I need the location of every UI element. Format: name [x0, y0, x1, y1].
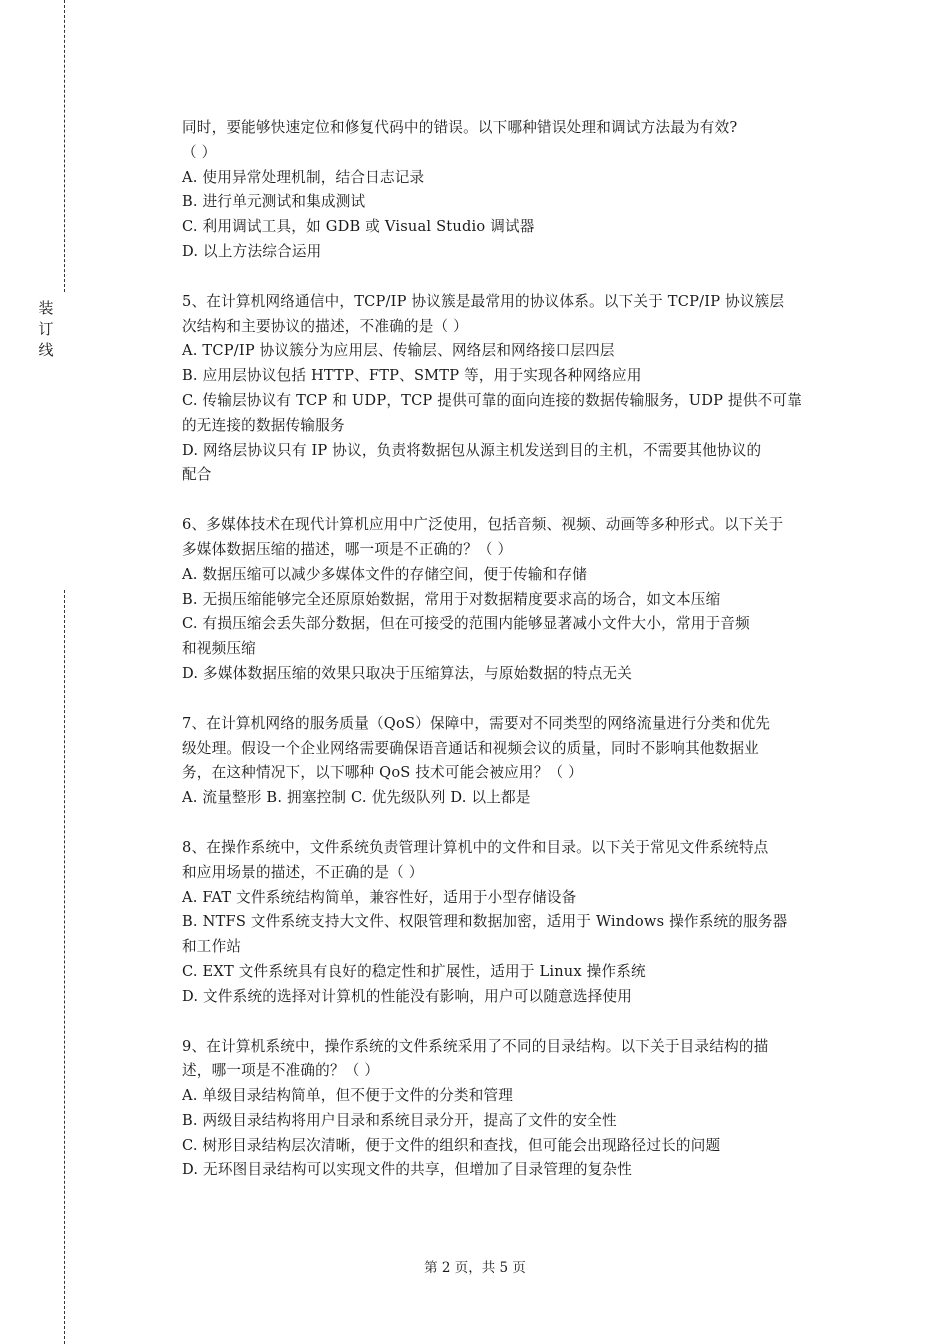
- binding-char: 线: [38, 341, 54, 359]
- question-line: 6、多媒体技术在现代计算机应用中广泛使用，包括音频、视频、动画等多种形式。以下关于: [182, 516, 784, 534]
- question-line: 5、在计算机网络通信中，TCP/IP 协议簇是最常用的协议体系。以下关于 TCP/IP 协议簇层: [182, 292, 785, 310]
- question-line: 配合: [182, 466, 212, 484]
- page-number: 第 2 页，共 5 页: [424, 1260, 526, 1276]
- question-block-q7: [182, 712, 842, 811]
- question-line: D. 网络层协议只有 IP 协议，负责将数据包从源主机发送到目的主机，不需要其他协议的: [182, 441, 762, 459]
- question-block-q8: [182, 836, 842, 1010]
- question-line: 次结构和主要协议的描述，不准确的是（ ）: [182, 317, 468, 335]
- question-line: 和应用场景的描述，不正确的是（ ）: [182, 863, 424, 881]
- question-line: D. 文件系统的选择对计算机的性能没有影响，用户可以随意选择使用: [182, 987, 633, 1005]
- question-line: A. 使用异常处理机制，结合日志记录: [182, 168, 425, 186]
- question-line: A. FAT 文件系统结构简单，兼容性好，适用于小型存储设备: [182, 888, 577, 906]
- question-line: A. 数据压缩可以减少多媒体文件的存储空间，便于传输和存储: [182, 565, 588, 583]
- question-line: 同时，要能够快速定位和修复代码中的错误。以下哪种错误处理和调试方法最为有效?: [182, 119, 738, 136]
- question-line: 和视频压缩: [182, 640, 256, 658]
- question-line: C. 有损压缩会丢失部分数据，但在可接受的范围内能够显著减小文件大小，常用于音频: [182, 615, 750, 633]
- question-line: 的无连接的数据传输服务: [182, 416, 345, 434]
- binding-label: [36, 298, 56, 361]
- question-line: B. 无损压缩能够完全还原原始数据，常用于对数据精度要求高的场合，如文本压缩: [182, 590, 721, 608]
- binding-char: 订: [38, 320, 54, 338]
- question-line: 级处理。假设一个企业网络需要确保语音通话和视频会议的质量，同时不影响其他数据业: [182, 739, 759, 757]
- question-line: 和工作站: [182, 938, 242, 956]
- question-line: 多媒体数据压缩的描述，哪一项是不正确的？（ ）: [182, 540, 513, 558]
- question-line: A. 流量整形 B. 拥塞控制 C. 优先级队列 D. 以上都是: [182, 789, 531, 807]
- question-line: 9、在计算机系统中，操作系统的文件系统采用了不同的目录结构。以下关于目录结构的描: [182, 1037, 769, 1055]
- question-line: 务，在这种情况下，以下哪种 QoS 技术可能会被应用？（ ）: [182, 764, 583, 782]
- question-line: （ ）: [182, 143, 217, 161]
- question-line: D. 无环图目录结构可以实现文件的共享，但增加了目录管理的复杂性: [182, 1161, 633, 1179]
- question-line: B. 应用层协议包括 HTTP、FTP、SMTP 等，用于实现各种网络应用: [182, 367, 642, 385]
- question-line: C. 利用调试工具，如 GDB 或 Visual Studio 调试器: [182, 218, 535, 236]
- binding-char: 装: [38, 299, 54, 317]
- question-block-q4: [182, 116, 842, 265]
- question-line: D. 多媒体数据压缩的效果只取决于压缩算法，与原始数据的特点无关: [182, 664, 633, 682]
- question-line: 8、在操作系统中，文件系统负责管理计算机中的文件和目录。以下关于常见文件系统特点: [182, 838, 769, 856]
- question-line: D. 以上方法综合运用: [182, 242, 322, 260]
- question-line: B. NTFS 文件系统支持大文件、权限管理和数据加密，适用于 Windows 操作系统的服务器: [182, 913, 788, 931]
- question-line: A. TCP/IP 协议簇分为应用层、传输层、网络层和网络接口层四层: [182, 342, 615, 360]
- binding-dashed-line-bottom: [64, 590, 65, 1344]
- question-block-q6: [182, 513, 842, 687]
- question-line: 7、在计算机网络的服务质量（QoS）保障中，需要对不同类型的网络流量进行分类和优先: [182, 714, 771, 732]
- question-line: 述，哪一项是不准确的？（ ）: [182, 1062, 380, 1080]
- question-line: B. 两级目录结构将用户目录和系统目录分开，提高了文件的安全性: [182, 1111, 617, 1129]
- question-line: B. 进行单元测试和集成测试: [182, 193, 366, 211]
- question-list: [182, 116, 842, 1208]
- question-line: C. 树形目录结构层次清晰，便于文件的组织和查找，但可能会出现路径过长的问题: [182, 1136, 721, 1154]
- question-line: A. 单级目录结构简单，但不便于文件的分类和管理: [182, 1087, 514, 1105]
- question-block-q9: [182, 1035, 842, 1184]
- question-line: C. 传输层协议有 TCP 和 UDP，TCP 提供可靠的面向连接的数据传输服务，UDP 提供不可靠: [182, 391, 803, 409]
- question-line: C. EXT 文件系统具有良好的稳定性和扩展性，适用于 Linux 操作系统: [182, 962, 646, 980]
- question-block-q5: [182, 290, 842, 488]
- binding-dashed-line-top: [64, 0, 65, 292]
